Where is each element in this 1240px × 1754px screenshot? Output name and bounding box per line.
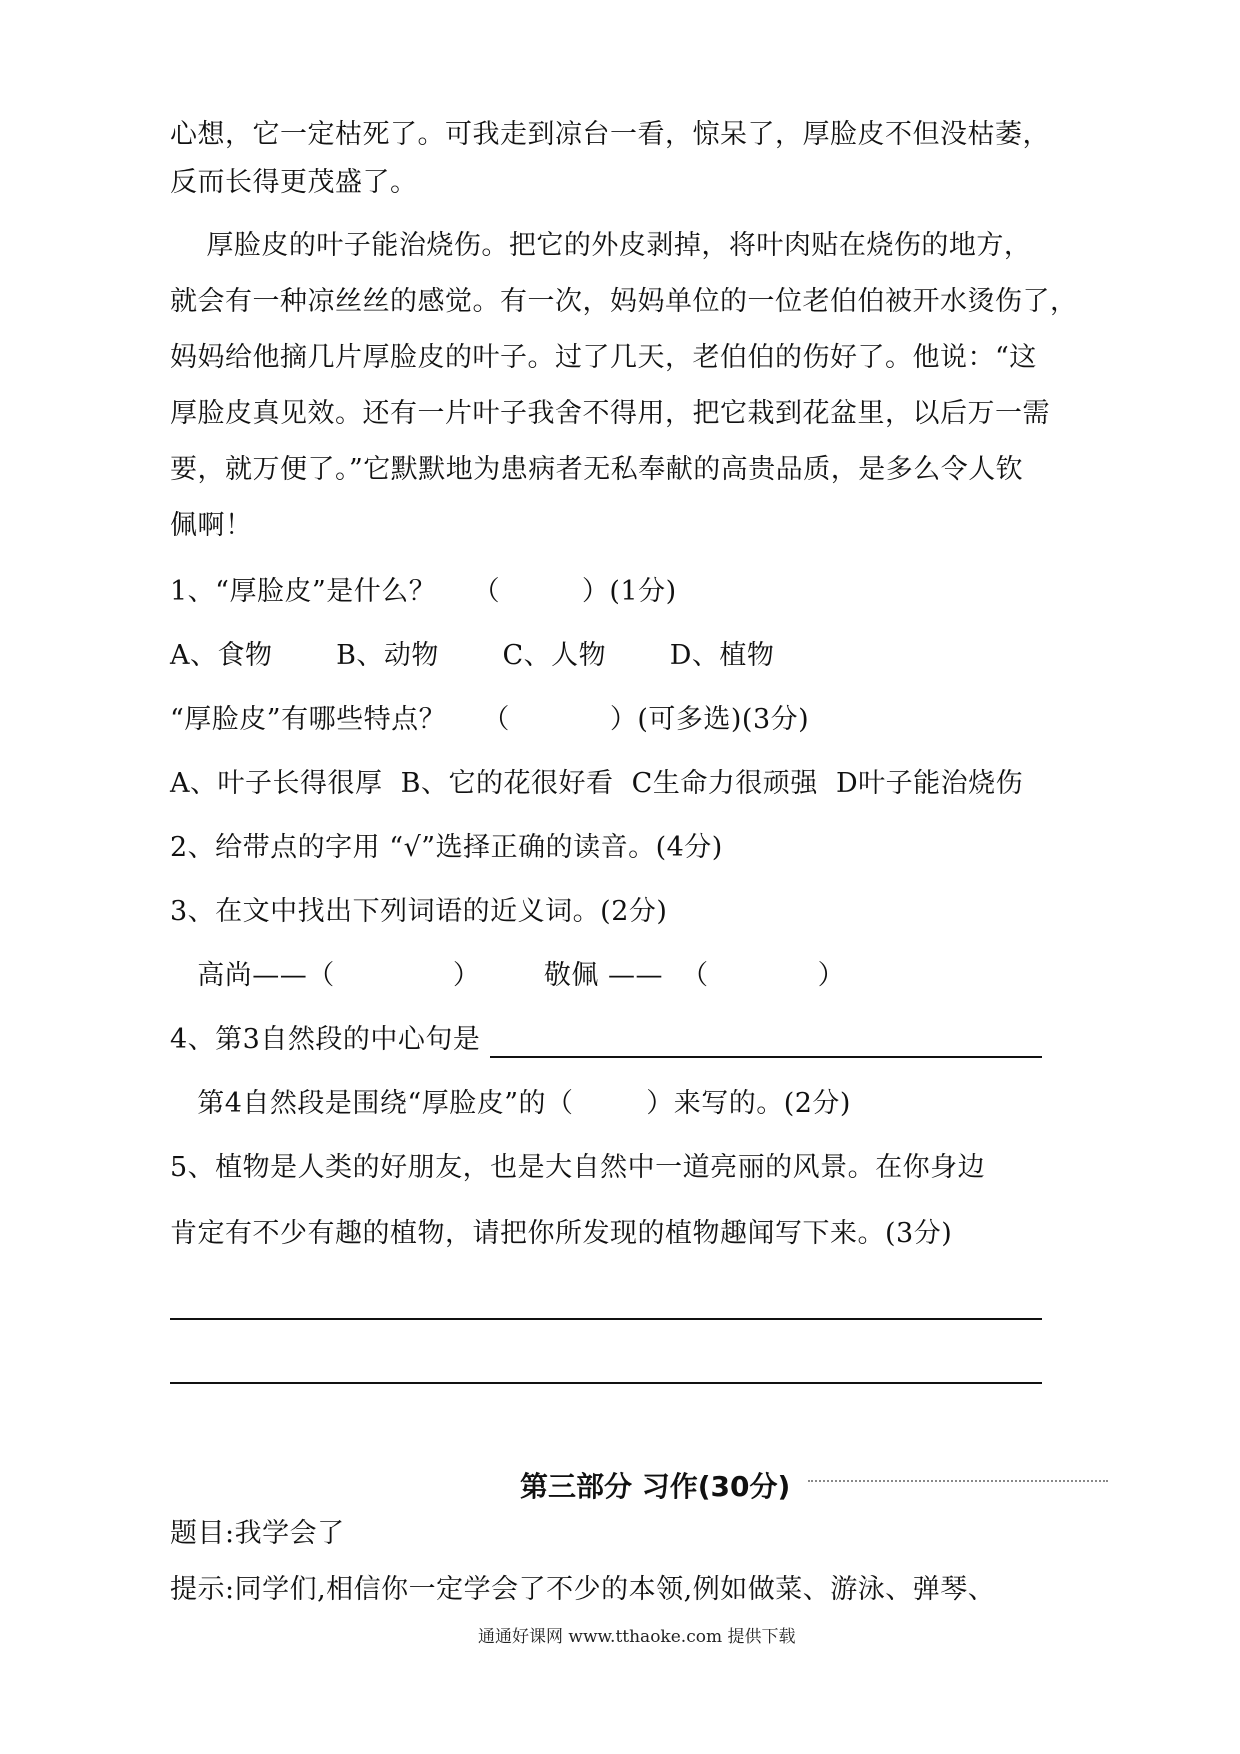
- question-1: 1、“厚脸皮”是什么？ （ ）(1分): [170, 576, 677, 607]
- question-4: 4、第3自然段的中心句是: [170, 1024, 481, 1055]
- essay-title: 题目:我学会了: [170, 1518, 345, 1549]
- passage-line: 妈妈给他摘几片厚脸皮的叶子。过了几天，老伯伯的伤好了。他说：“这: [170, 342, 1037, 373]
- answer-blank-line[interactable]: [170, 1318, 1042, 1320]
- question-5-line: 肯定有不少有趣的植物，请把你所发现的植物趣闻写下来。(3分): [170, 1218, 953, 1249]
- essay-hint: 提示:同学们,相信你一定学会了不少的本领,例如做菜、游泳、弹琴、: [170, 1574, 996, 1605]
- answer-blank-line[interactable]: [490, 1056, 1042, 1058]
- question-1b: “厚脸皮”有哪些特点？ （ ）(可多选)(3分): [170, 704, 810, 735]
- passage-line: 就会有一种凉丝丝的感觉。有一次，妈妈单位的一位老伯伯被开水烫伤了，: [170, 286, 1078, 317]
- passage-line: 反而长得更茂盛了。: [170, 167, 418, 198]
- section-heading: 第三部分 习作(30分): [520, 1470, 791, 1503]
- page-footer: 通通好课网 www.tthaoke.com 提供下载: [478, 1627, 796, 1647]
- passage-line: 心想，它一定枯死了。可我走到凉台一看，惊呆了，厚脸皮不但没枯萎，: [170, 119, 1050, 150]
- question-2: 2、给带点的字用 “√”选择正确的读音。(4分): [170, 832, 723, 863]
- passage-line: 厚脸皮的叶子能治烧伤。把它的外皮剥掉，将叶肉贴在烧伤的地方，: [170, 230, 1032, 261]
- question-5-line: 5、植物是人类的好朋友，也是大自然中一道亮丽的风景。在你身边: [170, 1152, 986, 1183]
- answer-blank-line[interactable]: [170, 1382, 1042, 1384]
- question-1-options: A、食物 B、动物 C、人物 D、植物: [170, 640, 775, 671]
- passage-line: 厚脸皮真见效。还有一片叶子我舍不得用，把它栽到花盆里，以后万一需: [170, 398, 1050, 429]
- question-3-items: 高尚——（ ） 敬佩 —— （ ）: [170, 960, 846, 991]
- question-3: 3、在文中找出下列词语的近义词。(2分): [170, 896, 668, 927]
- passage-line: 要，就万便了。”它默默地为患病者无私奉献的高贵品质，是多么令人钦: [170, 454, 1024, 485]
- dotted-divider: [808, 1480, 1108, 1482]
- question-1b-options: A、叶子长得很厚 B、它的花很好看 C生命力很顽强 D叶子能治烧伤: [170, 768, 1024, 799]
- question-4b: 第4自然段是围绕“厚脸皮”的（ ）来写的。(2分): [170, 1088, 851, 1119]
- passage-line: 佩啊！: [170, 510, 253, 541]
